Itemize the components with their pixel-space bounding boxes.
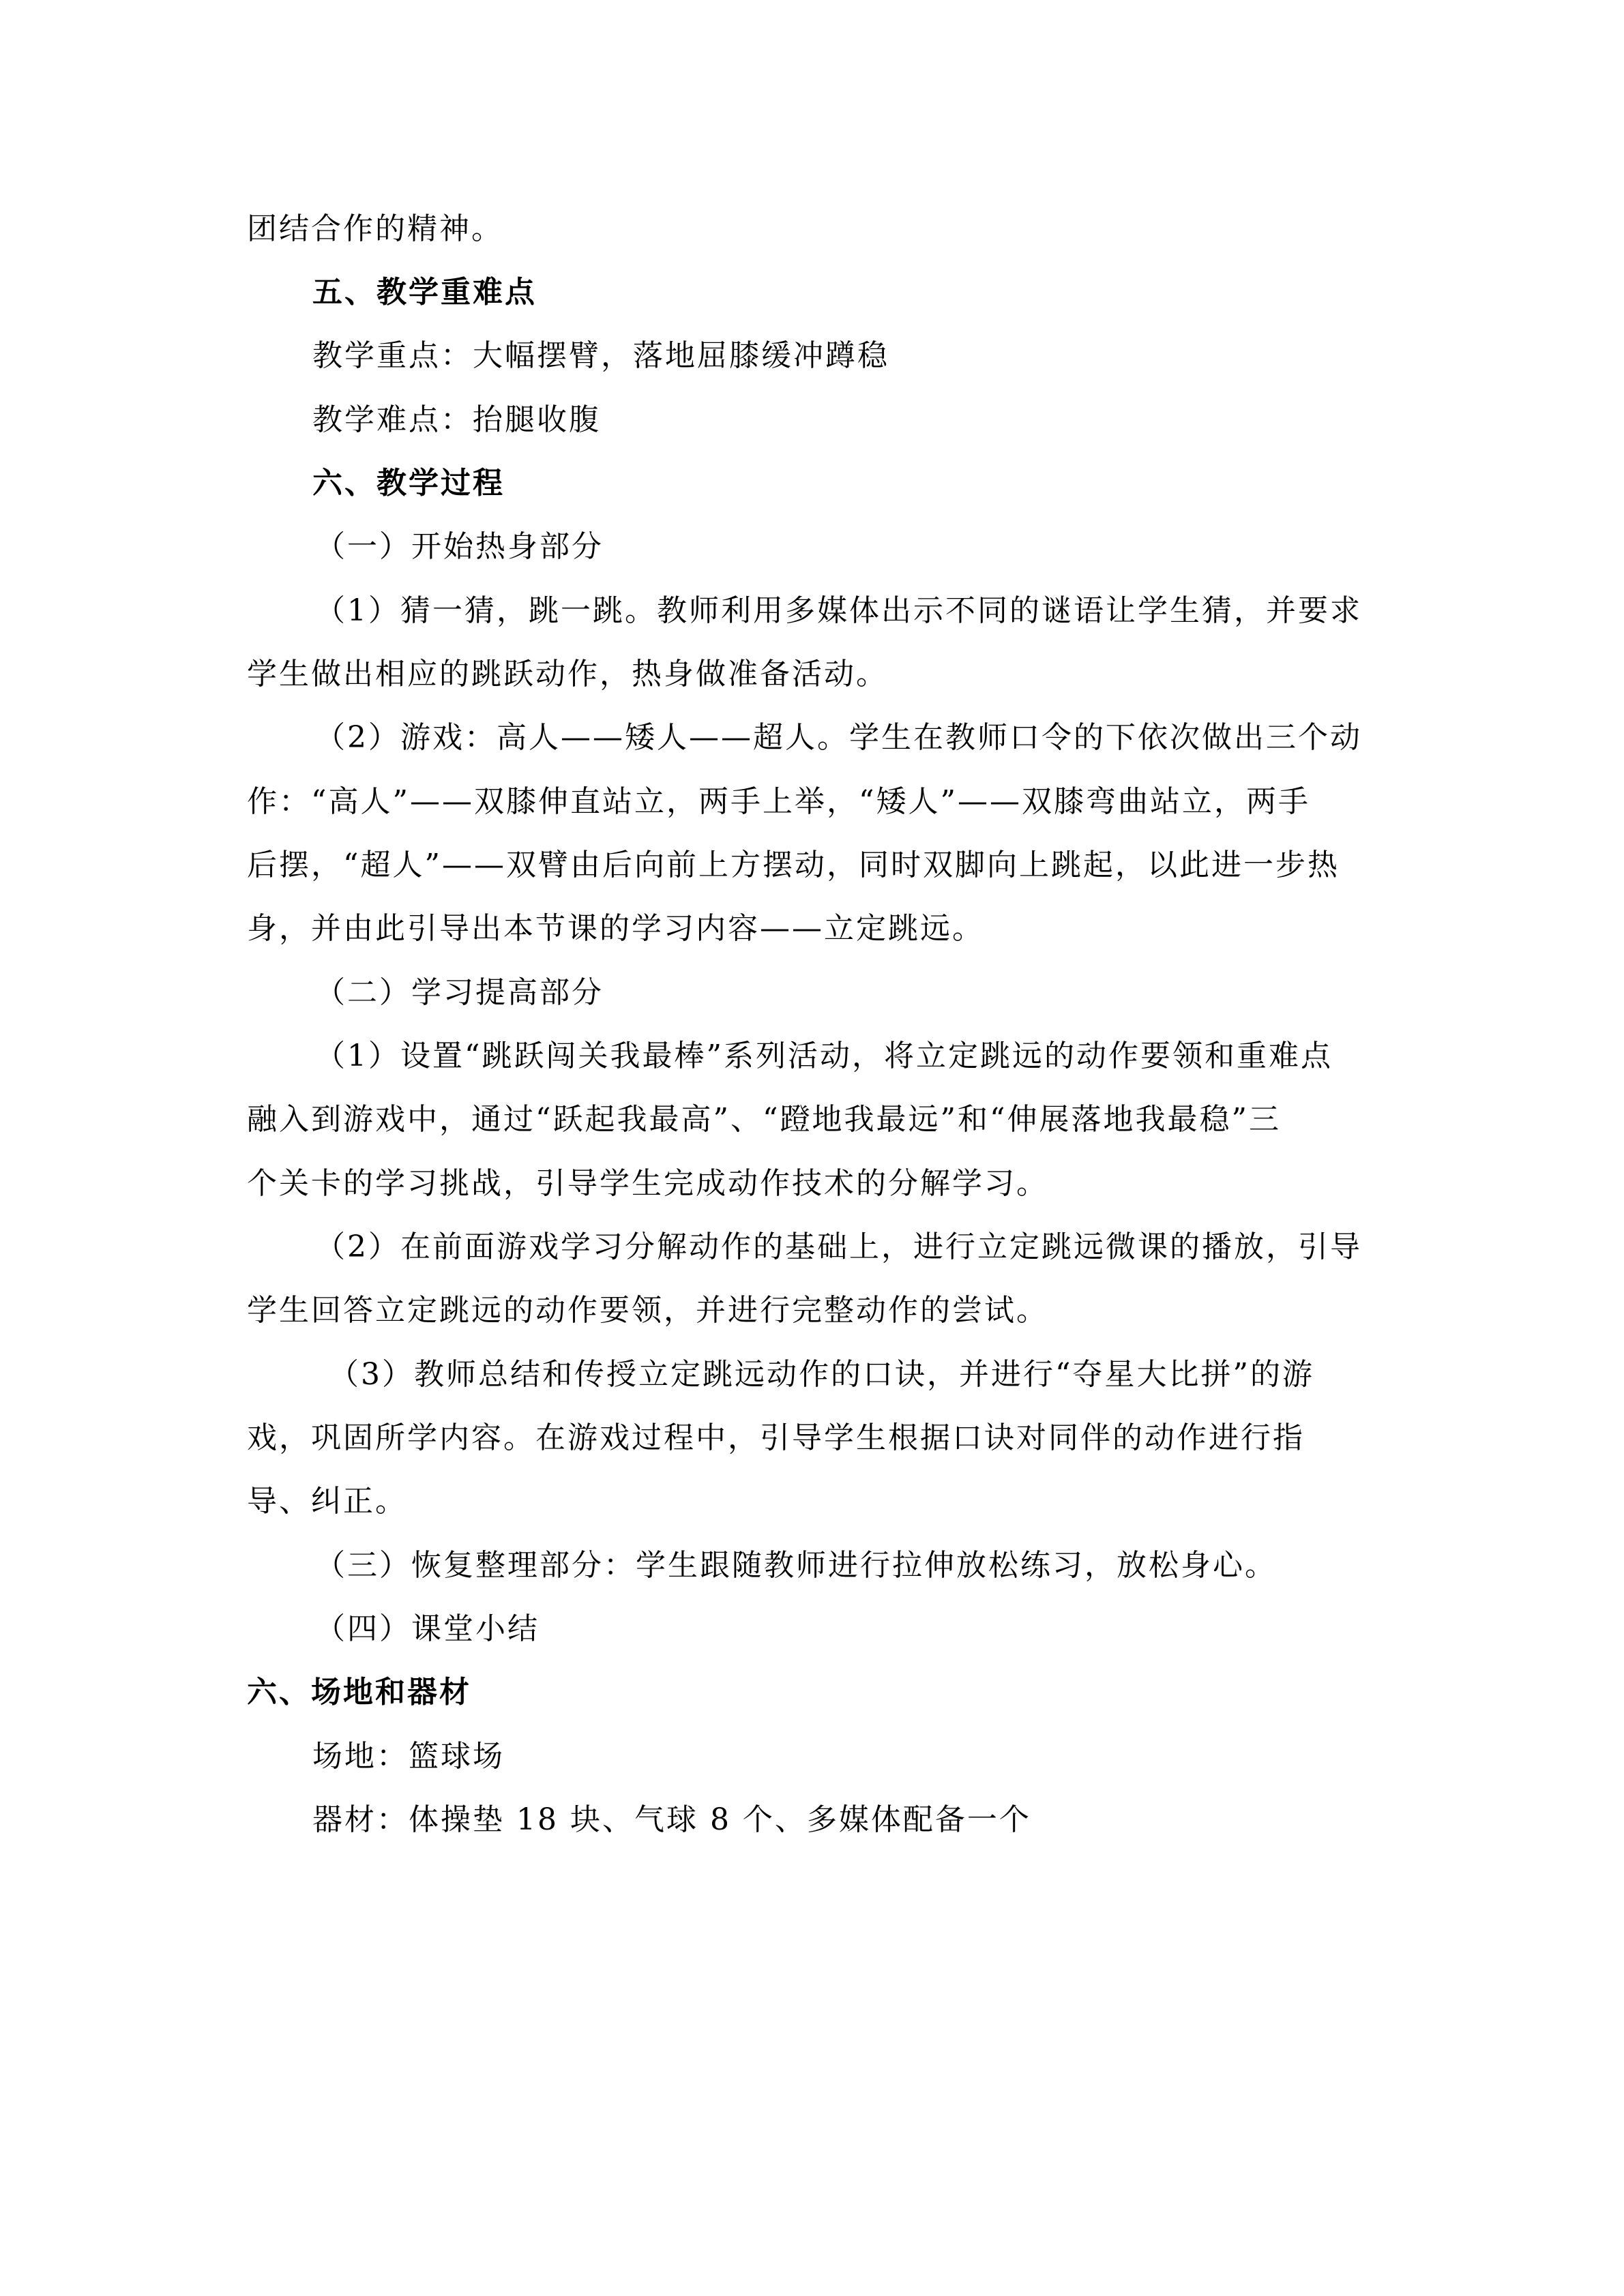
paragraph-line: 导、纠正。 <box>247 1484 407 1519</box>
section-heading: 六、教学过程 <box>312 466 505 501</box>
paragraph-line: （1）猜一猜，跳一跳。教师利用多媒体出示不同的谜语让学生猜，并要求 <box>315 593 1362 628</box>
paragraph-line: 作：“高人”——双膝伸直站立，两手上举，“矮人”——双膝弯曲站立，两手 <box>247 784 1310 819</box>
paragraph-line: 团结合作的精神。 <box>247 211 503 246</box>
section-heading: 六、场地和器材 <box>247 1675 471 1710</box>
paragraph-line: 场地：篮球场 <box>312 1739 505 1774</box>
paragraph-line: 身，并由此引导出本节课的学习内容——立定跳远。 <box>247 911 984 946</box>
paragraph-line: 学生做出相应的跳跃动作，热身做准备活动。 <box>247 657 888 691</box>
paragraph-line: （2）游戏：高人——矮人——超人。学生在教师口令的下依次做出三个动 <box>315 720 1362 755</box>
paragraph-line: 器材：体操垫 18 块、气球 8 个、多媒体配备一个 <box>312 1802 1031 1837</box>
subsection-heading: （四）课堂小结 <box>315 1611 540 1646</box>
paragraph-line: 学生回答立定跳远的动作要领，并进行完整动作的尝试。 <box>247 1293 1048 1328</box>
paragraph-line: 教学难点：抬腿收腹 <box>312 402 601 437</box>
paragraph-line: （3）教师总结和传授立定跳远动作的口诀，并进行“夺星大比拼”的游 <box>329 1357 1314 1392</box>
subsection-heading: （一）开始热身部分 <box>315 529 604 564</box>
section-heading: 五、教学重难点 <box>312 275 537 310</box>
paragraph-line: （三）恢复整理部分：学生跟随教师进行拉伸放松练习，放松身心。 <box>315 1548 1277 1583</box>
paragraph-line: 个关卡的学习挑战，引导学生完成动作技术的分解学习。 <box>247 1166 1048 1201</box>
subsection-heading: （二）学习提高部分 <box>315 975 604 1010</box>
paragraph-line: 戏，巩固所学内容。在游戏过程中，引导学生根据口诀对同伴的动作进行指 <box>247 1420 1305 1455</box>
paragraph-line: （2）在前面游戏学习分解动作的基础上，进行立定跳远微课的播放，引导 <box>315 1229 1362 1264</box>
paragraph-line: 后摆，“超人”——双臂由后向前上方摆动，同时双脚向上跳起，以此进一步热 <box>247 848 1340 882</box>
paragraph-line: 融入到游戏中，通过“跃起我最高”、“蹬地我最远”和“伸展落地我最稳”三 <box>247 1102 1281 1137</box>
paragraph-line: 教学重点：大幅摆臂，落地屈膝缓冲蹲稳 <box>312 338 889 373</box>
paragraph-line: （1）设置“跳跃闯关我最棒”系列活动，将立定跳远的动作要领和重难点 <box>315 1039 1333 1073</box>
